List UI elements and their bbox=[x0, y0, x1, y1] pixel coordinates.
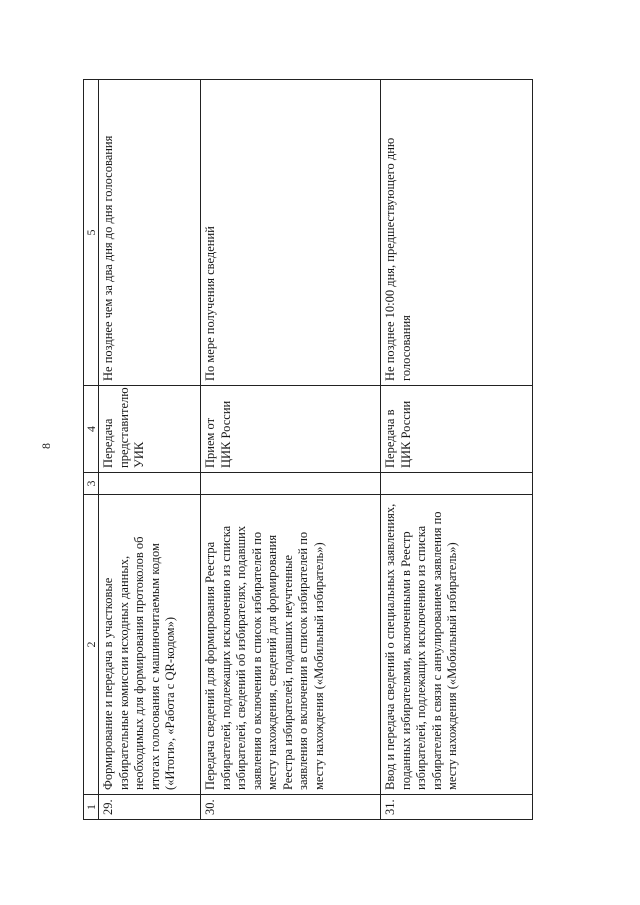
header-col-3: 3 bbox=[84, 473, 99, 495]
row-direction: Передача представителю УИК bbox=[99, 386, 201, 473]
header-row bbox=[84, 80, 99, 820]
table-row bbox=[201, 80, 381, 820]
header-col-5: 5 bbox=[84, 80, 99, 386]
row-col3 bbox=[381, 473, 533, 495]
row-col3 bbox=[99, 473, 201, 495]
table-row bbox=[99, 80, 201, 820]
row-deadline: Не позднее чем за два дня до дня голосования bbox=[99, 80, 201, 386]
row-action: Формирование и передача в участковые избирательные комиссии исходных данных, необходимых для формирования протоколов об итогах голосования с машиночитаемым кодом («Итоги», «Работа с QR-кодом») bbox=[99, 495, 201, 795]
row-action: Передача сведений для формирования Реестра избирателей, подлежащих исключению из списка избирателей, сведений об избирателях, подавших заявления о включении в список избирателей по месту нахождения, сведений для формирования Реестра избирателей, подавших неучтенные заявления о включении в список избирателей по месту нахождения («Мобильный избиратель») bbox=[201, 495, 381, 795]
page-number: 8 bbox=[39, 443, 53, 449]
table-row bbox=[381, 80, 533, 820]
row-direction: Прием от ЦИК России bbox=[201, 386, 381, 473]
row-number: 30. bbox=[201, 795, 381, 820]
row-number: 31. bbox=[381, 795, 533, 820]
row-action: Ввод и передача сведений о специальных заявлениях, поданных избирателями, включенными в Реестр избирателей, подлежащих исключению из списка избирателей в связи с аннулированием заявления по месту нахождения («Мобильный избиратель») bbox=[381, 495, 533, 795]
row-col3 bbox=[201, 473, 381, 495]
rotated-table-container bbox=[83, 80, 524, 820]
row-deadline: Не позднее 10:00 дня, предшествующего дню голосования bbox=[381, 80, 533, 386]
schedule-table bbox=[83, 79, 533, 820]
header-col-2: 2 bbox=[84, 495, 99, 795]
header-col-4: 4 bbox=[84, 386, 99, 473]
row-deadline: По мере получения сведений bbox=[201, 80, 381, 386]
header-col-1: 1 bbox=[84, 795, 99, 820]
row-number: 29. bbox=[99, 795, 201, 820]
row-direction: Передача в ЦИК России bbox=[381, 386, 533, 473]
